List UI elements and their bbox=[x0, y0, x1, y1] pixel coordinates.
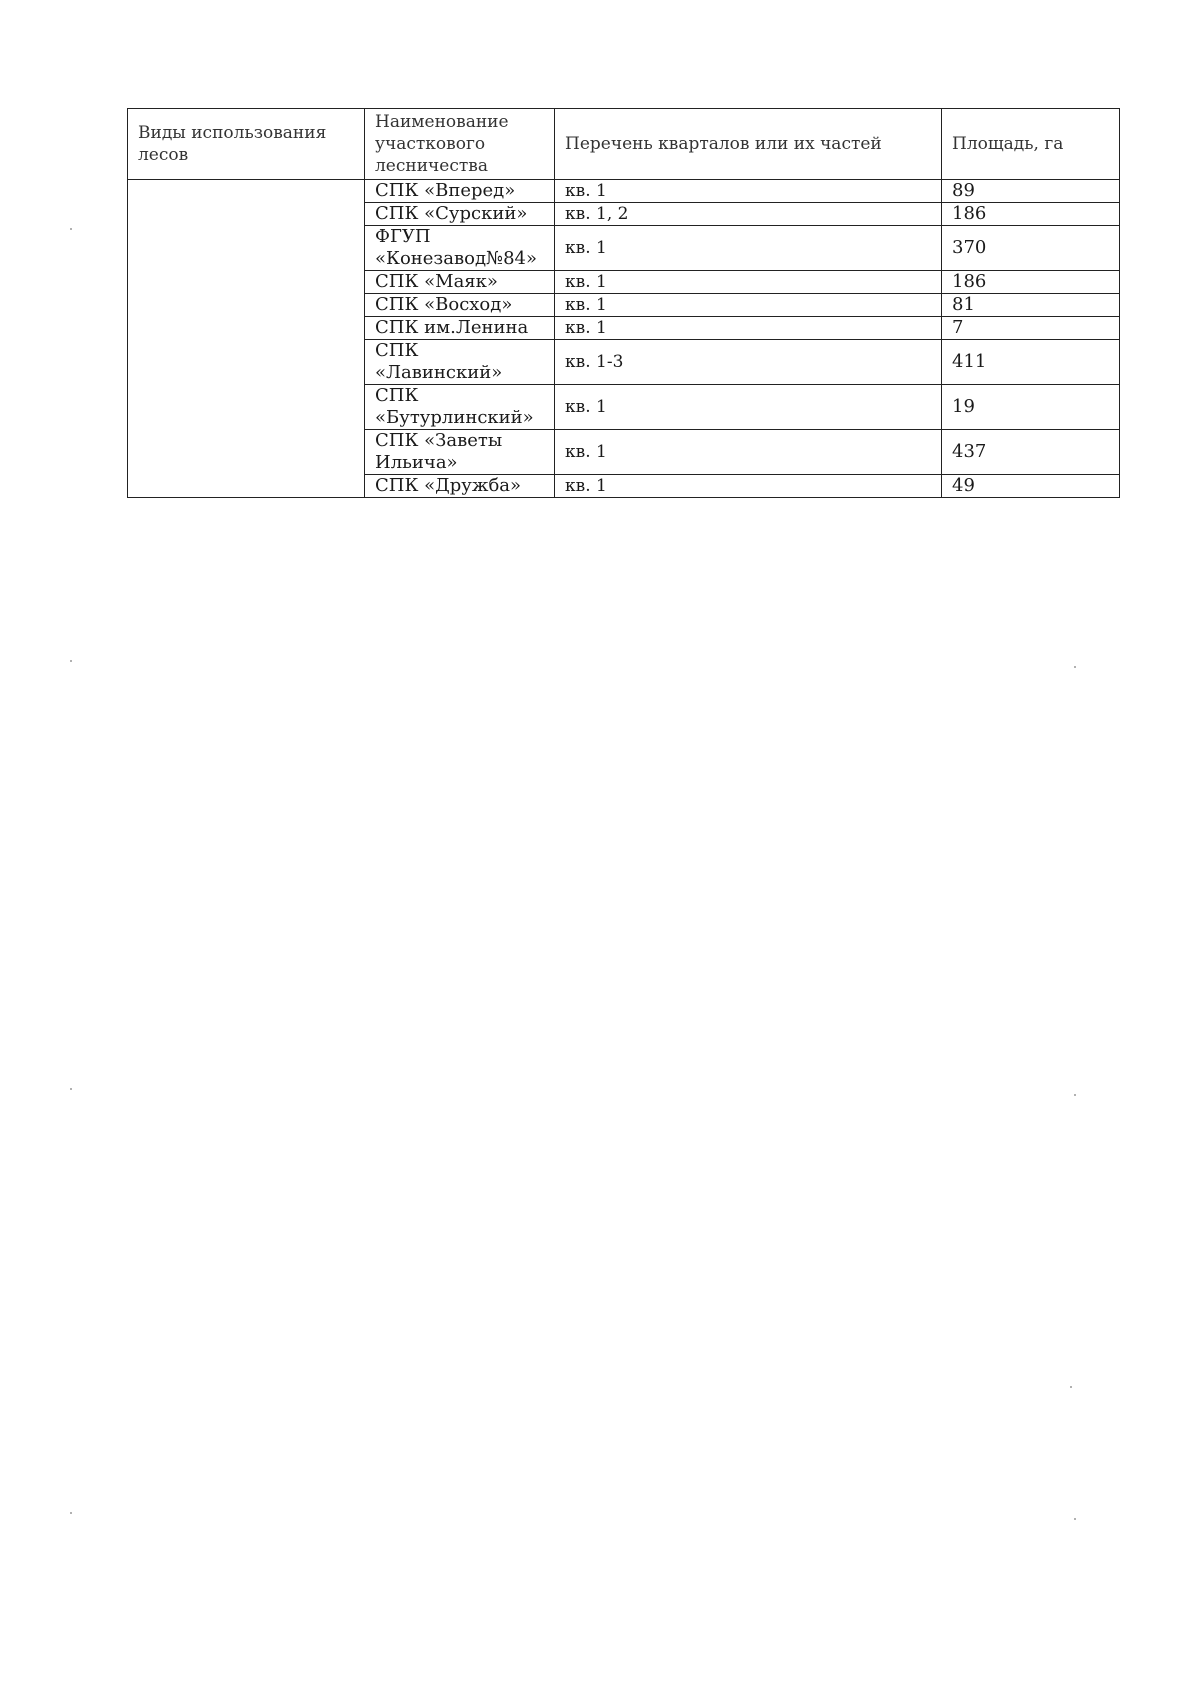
scan-speck bbox=[1074, 1518, 1076, 1520]
forestry-name-cell: СПК «Вперед» bbox=[365, 180, 555, 203]
forestry-name-cell: СПК «Бутурлинский» bbox=[365, 385, 555, 430]
scan-speck bbox=[1070, 1386, 1072, 1388]
area-cell: 370 bbox=[942, 226, 1120, 271]
quarters-cell: кв. 1 bbox=[555, 317, 942, 340]
table-header-row bbox=[128, 109, 1120, 180]
quarters-cell: кв. 1, 2 bbox=[555, 203, 942, 226]
forestry-name-cell: СПК «Лавинский» bbox=[365, 340, 555, 385]
scan-speck bbox=[70, 1088, 72, 1090]
forestry-name-cell: СПК «Восход» bbox=[365, 294, 555, 317]
use-type-cell bbox=[128, 180, 365, 498]
forestry-name-cell: СПК им.Ленина bbox=[365, 317, 555, 340]
table-row bbox=[128, 180, 1120, 203]
forestry-name-cell: СПК «Дружба» bbox=[365, 475, 555, 498]
header-quarters: Перечень кварталов или их частей bbox=[555, 109, 942, 180]
forestry-name-cell: ФГУП «Конезавод№84» bbox=[365, 226, 555, 271]
area-cell: 49 bbox=[942, 475, 1120, 498]
forest-use-table bbox=[127, 108, 1120, 498]
quarters-cell: кв. 1-3 bbox=[555, 340, 942, 385]
quarters-cell: кв. 1 bbox=[555, 271, 942, 294]
table-body bbox=[128, 180, 1120, 498]
header-use-type: Виды использования лесов bbox=[128, 109, 365, 180]
quarters-cell: кв. 1 bbox=[555, 226, 942, 271]
area-cell: 81 bbox=[942, 294, 1120, 317]
quarters-cell: кв. 1 bbox=[555, 430, 942, 475]
header-forestry-name: Наименование участкового лесничества bbox=[365, 109, 555, 180]
area-cell: 186 bbox=[942, 203, 1120, 226]
scan-speck bbox=[70, 1512, 72, 1514]
scan-speck bbox=[70, 228, 72, 230]
area-cell: 7 bbox=[942, 317, 1120, 340]
header-area: Площадь, га bbox=[942, 109, 1120, 180]
forestry-name-cell: СПК «Заветы Ильича» bbox=[365, 430, 555, 475]
area-cell: 437 bbox=[942, 430, 1120, 475]
scan-speck bbox=[1074, 666, 1076, 668]
quarters-cell: кв. 1 bbox=[555, 180, 942, 203]
area-cell: 411 bbox=[942, 340, 1120, 385]
area-cell: 89 bbox=[942, 180, 1120, 203]
scan-speck bbox=[1074, 1094, 1076, 1096]
forestry-name-cell: СПК «Сурский» bbox=[365, 203, 555, 226]
area-cell: 19 bbox=[942, 385, 1120, 430]
scan-speck bbox=[70, 660, 72, 662]
quarters-cell: кв. 1 bbox=[555, 385, 942, 430]
forestry-name-cell: СПК «Маяк» bbox=[365, 271, 555, 294]
area-cell: 186 bbox=[942, 271, 1120, 294]
quarters-cell: кв. 1 bbox=[555, 475, 942, 498]
quarters-cell: кв. 1 bbox=[555, 294, 942, 317]
